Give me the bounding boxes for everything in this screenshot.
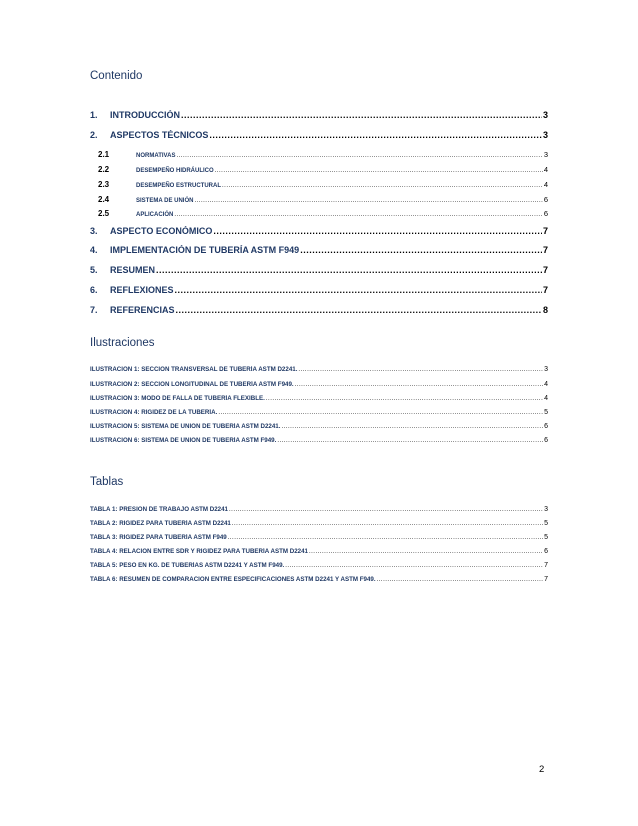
illustration-entry[interactable] — [90, 409, 548, 416]
dot-leader — [228, 535, 543, 541]
illustration-title: ILUSTRACIÓN 1: SECCIÓN TRANSVERSAL DE TUBERÍA ASTM D2241. — [90, 366, 298, 373]
dot-leader — [232, 521, 543, 527]
toc-entry[interactable] — [90, 305, 548, 315]
illustration-entry[interactable] — [90, 366, 548, 373]
illustration-entry[interactable] — [90, 395, 548, 402]
toc-entry-page: 3 — [542, 110, 548, 120]
toc-entry[interactable] — [90, 130, 548, 140]
toc-entry-title: SISTEMA DE UNIÓN — [136, 198, 194, 204]
table-title: TABLA 2: RIGIDEZ PARA TUBERÍA ASTM D2241 — [90, 520, 231, 527]
illustration-entry[interactable] — [90, 381, 548, 388]
dot-leader — [213, 226, 542, 236]
table-page: 5 — [544, 534, 548, 541]
dot-leader — [156, 265, 542, 275]
illustration-title: ILUSTRACIÓN 5: SISTEMA DE UNIÓN DE TUBERÍA ASTM D2241. — [90, 423, 281, 430]
toc-subentry[interactable] — [98, 195, 548, 204]
toc-entry-title: REFLEXIONES — [110, 285, 174, 295]
illustration-page: 3 — [544, 366, 548, 373]
dot-leader — [300, 245, 542, 255]
table-page: 6 — [544, 548, 548, 555]
toc-entry-page: 6 — [543, 195, 548, 204]
table-entry[interactable] — [90, 506, 548, 513]
dot-leader — [209, 130, 542, 140]
toc-entry-number: 2.4 — [98, 195, 110, 204]
table-title: TABLA 1: PRESIÓN DE TRABAJO ASTM D2241 — [90, 506, 228, 513]
toc-entry-number: 6. — [90, 285, 98, 295]
toc-entry-number: 7. — [90, 305, 98, 315]
table-page: 7 — [544, 562, 548, 569]
table-entry[interactable] — [90, 520, 548, 527]
table-page: 3 — [544, 506, 548, 513]
dot-leader — [175, 285, 542, 295]
toc-entry-page: 7 — [542, 245, 548, 255]
toc-entry-page: 8 — [542, 305, 548, 315]
toc-entry-number: 4. — [90, 245, 98, 255]
toc-entry-title: REFERENCIAS — [110, 305, 175, 315]
toc-entry-number: 2.3 — [98, 180, 110, 189]
toc-entry-title: ASPECTO ECONÓMICO — [110, 226, 213, 236]
dot-leader — [295, 382, 543, 388]
illustration-title: ILUSTRACIÓN 3: MODO DE FALLA DE TUBERÍA FLEXIBLE. — [90, 395, 265, 402]
toc-subentry[interactable] — [98, 209, 548, 218]
table-entry[interactable] — [90, 562, 548, 569]
illustration-entry[interactable] — [90, 423, 548, 430]
toc-entry-number: 2.5 — [98, 209, 110, 218]
dot-leader — [218, 410, 543, 416]
table-page: 7 — [544, 576, 548, 583]
page-number: 2 — [539, 764, 545, 775]
table-title: TABLA 3: RIGIDEZ PARA TUBERÍA ASTM F949 — [90, 534, 227, 541]
toc-entry-page: 3 — [542, 130, 548, 140]
toc-entry-title: RESUMEN — [110, 265, 156, 275]
illustration-title: ILUSTRACIÓN 2: SECCIÓN LONGITUDINAL DE TUBERÍA ASTM F949. — [90, 381, 294, 388]
toc-entry-title: DESEMPEÑO ESTRUCTURAL — [136, 183, 222, 189]
toc-entry-page: 4 — [543, 180, 548, 189]
illustration-page: 6 — [544, 423, 548, 430]
toc-entry-number: 2.2 — [98, 165, 110, 174]
toc-entry[interactable] — [90, 245, 548, 255]
table-entry[interactable] — [90, 534, 548, 541]
toc-subentry[interactable] — [98, 165, 548, 174]
dot-leader — [309, 549, 543, 555]
toc-entry-title: DESEMPEÑO HIDRÁULICO — [136, 168, 214, 174]
toc-subentry[interactable] — [98, 180, 548, 189]
dot-leader — [215, 168, 543, 174]
toc-entry[interactable] — [90, 285, 548, 295]
toc-entry-title: ASPECTOS TÉCNICOS — [110, 130, 209, 140]
toc-entry[interactable] — [90, 110, 548, 120]
tables-heading: Tablas — [90, 476, 124, 488]
dot-leader — [281, 424, 543, 430]
illustration-title: ILUSTRACIÓN 6: SISTEMA DE UNIÓN DE TUBERÍA ASTM F949. — [90, 437, 277, 444]
illustration-entry[interactable] — [90, 437, 548, 444]
dot-leader — [377, 577, 544, 583]
dot-leader — [174, 212, 542, 218]
toc-entry-page: 7 — [542, 265, 548, 275]
toc-entry-title: APLICACIÓN — [136, 212, 174, 218]
table-title: TABLA 6: RESUMEN DE COMPARACIÓN ENTRE ESPECIFICACIONES ASTM D2241 Y ASTM F949. — [90, 576, 376, 583]
dot-leader — [176, 153, 542, 159]
table-entry[interactable] — [90, 548, 548, 555]
dot-leader — [277, 438, 543, 444]
toc-entry-number: 3. — [90, 226, 98, 236]
toc-entry-page: 3 — [543, 150, 548, 159]
table-page: 5 — [544, 520, 548, 527]
dot-leader — [266, 396, 543, 402]
toc-entry-number: 5. — [90, 265, 98, 275]
toc-entry[interactable] — [90, 226, 548, 236]
table-title: TABLA 5: PESO EN KG. DE TUBERÍAS ASTM D2241 Y ASTM F949. — [90, 562, 285, 569]
illustration-page: 6 — [544, 437, 548, 444]
toc-entry-page: 6 — [543, 209, 548, 218]
illustration-page: 4 — [544, 381, 548, 388]
table-entry[interactable] — [90, 576, 548, 583]
illustration-page: 4 — [544, 395, 548, 402]
dot-leader — [176, 305, 542, 315]
dot-leader — [194, 198, 542, 204]
contents-heading: Contenido — [90, 70, 143, 82]
toc-subentry[interactable] — [98, 150, 548, 159]
dot-leader — [298, 367, 543, 373]
table-title: TABLA 4: RELACIÓN ENTRE SDR Y RIGIDEZ PARA TUBERÍA ASTM D2241 — [90, 548, 308, 555]
toc-entry-number: 2. — [90, 130, 98, 140]
toc-entry-page: 7 — [542, 226, 548, 236]
toc-entry-title: NORMATIVAS — [136, 153, 176, 159]
toc-entry-page: 4 — [543, 165, 548, 174]
illustration-title: ILUSTRACIÓN 4: RIGIDEZ DE LA TUBERÍA. — [90, 409, 218, 416]
illustration-page: 5 — [544, 409, 548, 416]
toc-entry-title: INTRODUCCIÓN — [110, 110, 180, 120]
dot-leader — [222, 183, 543, 189]
toc-entry[interactable] — [90, 265, 548, 275]
toc-entry-number: 1. — [90, 110, 98, 120]
toc-entry-page: 7 — [542, 285, 548, 295]
dot-leader — [181, 110, 542, 120]
dot-leader — [229, 507, 543, 513]
toc-entry-number: 2.1 — [98, 150, 110, 159]
toc-entry-title: IMPLEMENTACIÓN DE TUBERÍA ASTM F949 — [110, 245, 300, 255]
dot-leader — [285, 563, 543, 569]
illustrations-heading: Ilustraciones — [90, 337, 155, 349]
